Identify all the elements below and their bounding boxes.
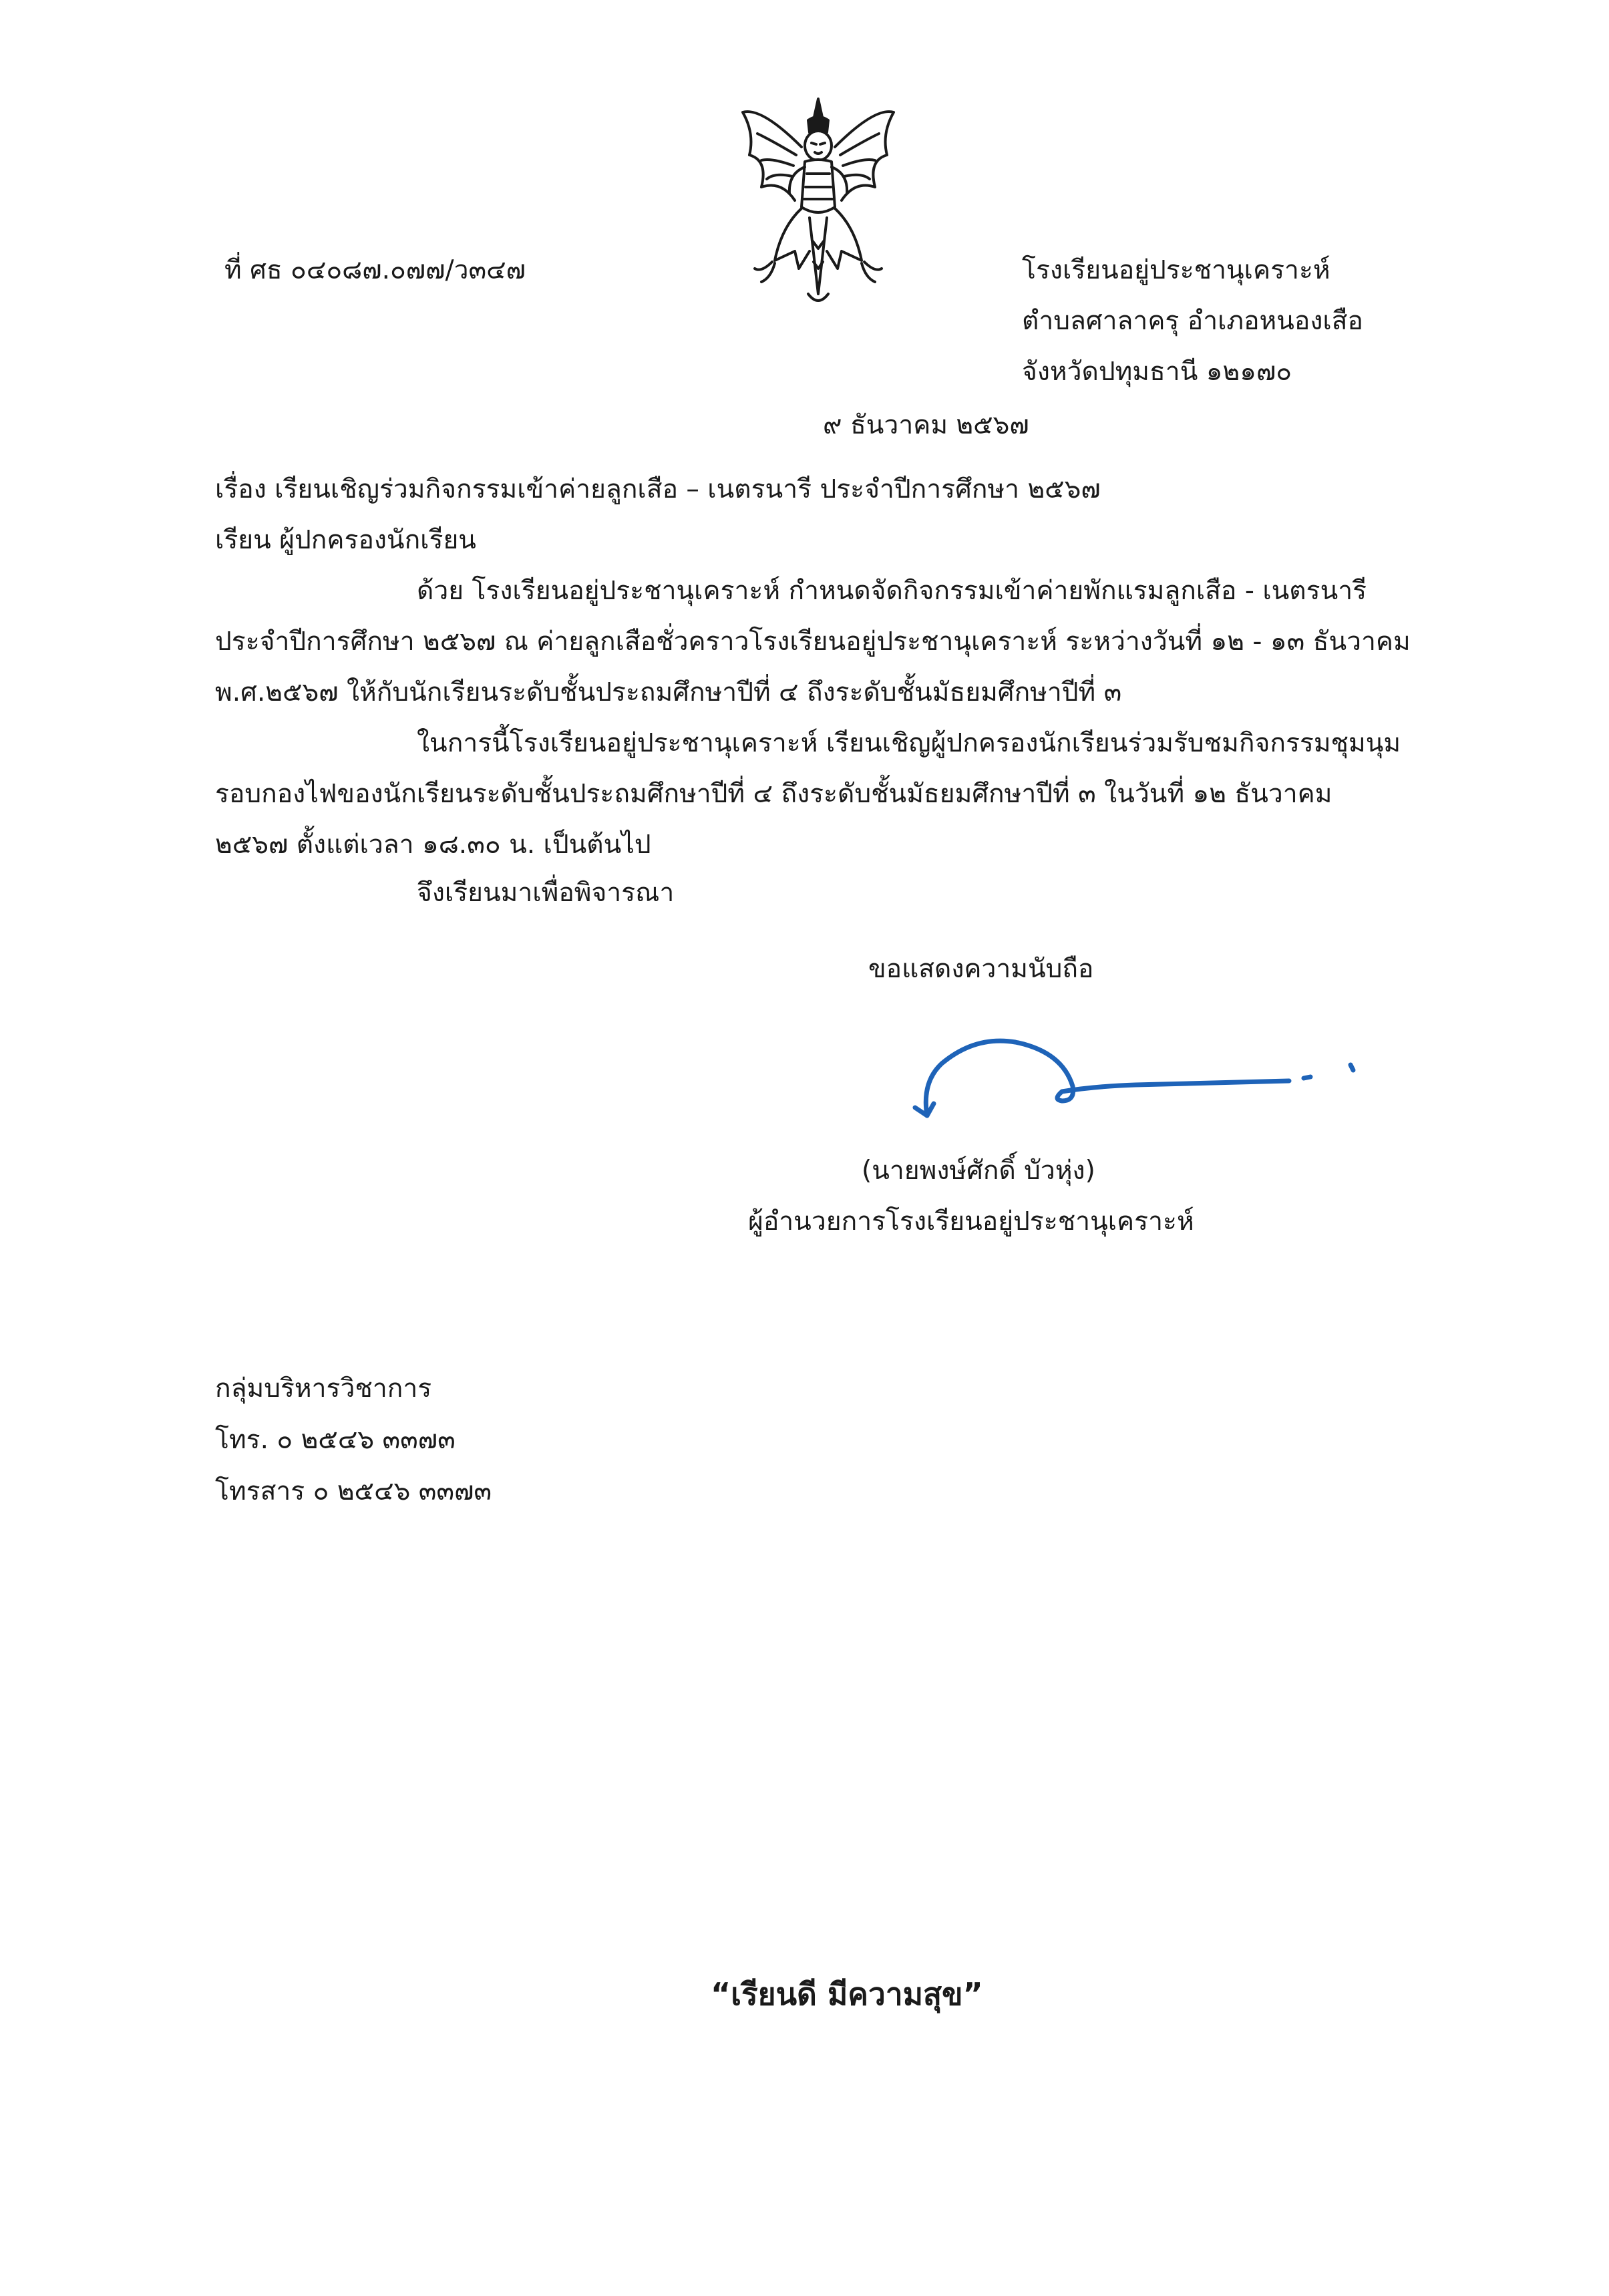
signer-position: ผู้อำนวยการโรงเรียนอยู่ประชานุเคราะห์ [748, 1206, 1194, 1237]
phone-number: โทร. ๐ ๒๕๔๖ ๓๓๗๓ [215, 1425, 456, 1455]
body-paragraph-2-line-1: ในการนี้โรงเรียนอยู่ประชานุเคราะห์ เรียนเชิญผู้ปกครองนักเรียนร่วมรับชมกิจกรรมชุมนุม [417, 728, 1401, 758]
letter-recipient: เรียน ผู้ปกครองนักเรียน [215, 525, 476, 555]
body-paragraph-1-line-3: พ.ศ.๒๕๖๗ ให้กับนักเรียนระดับชั้นประถมศึกษาปีที่ ๔ ถึงระดับชั้นมัธยมศึกษาปีที่ ๓ [215, 677, 1122, 707]
body-paragraph-2-line-3: ๒๕๖๗ ตั้งแต่เวลา ๑๘.๓๐ น. เป็นต้นไป [215, 830, 651, 860]
signer-name: (นายพงษ์ศักดิ์ บัวหุ่ง) [862, 1156, 1095, 1186]
school-motto: “เรียนดี มีความสุข” [711, 1976, 983, 2012]
closing-request: จึงเรียนมาเพื่อพิจารณา [417, 878, 675, 908]
letter-subject: เรื่อง เรียนเชิญร่วมกิจกรรมเข้าค่ายลูกเสือ – เนตรนารี ประจำปีการศึกษา ๒๕๖๗ [215, 474, 1101, 504]
regards-line: ขอแสดงความนับถือ [868, 954, 1094, 984]
sender-subdistrict-district: ตำบลศาลาครุ อำเภอหนองเสือ [1022, 306, 1363, 336]
reference-number: ที่ ศธ ๐๔๐๘๗.๐๗๗/ว๓๔๗ [224, 255, 526, 285]
sender-school-name: โรงเรียนอยู่ประชานุเคราะห์ [1022, 255, 1330, 285]
sender-province-postcode: จังหวัดปทุมธานี ๑๒๑๗๐ [1022, 357, 1292, 387]
department-name: กลุ่มบริหารวิชาการ [215, 1373, 432, 1404]
fax-number: โทรสาร ๐ ๒๕๔๖ ๓๓๗๓ [215, 1476, 492, 1506]
letter-date: ๙ ธันวาคม ๒๕๖๗ [823, 410, 1029, 440]
handwritten-signature [895, 1022, 1376, 1142]
garuda-emblem-icon [735, 94, 902, 314]
body-paragraph-1-line-2: ประจำปีการศึกษา ๒๕๖๗ ณ ค่ายลูกเสือชั่วคราวโรงเรียนอยู่ประชานุเคราะห์ ระหว่างวันที่ ๑๒ - ๑๓ ธันวาคม [215, 627, 1411, 657]
body-paragraph-2-line-2: รอบกองไฟของนักเรียนระดับชั้นประถมศึกษาปีที่ ๔ ถึงระดับชั้นมัธยมศึกษาปีที่ ๓ ในวันที่ ๑๒ ธันวาคม [215, 779, 1332, 809]
body-paragraph-1-line-1: ด้วย โรงเรียนอยู่ประชานุเคราะห์ กำหนดจัดกิจกรรมเข้าค่ายพักแรมลูกเสือ - เนตรนารี [417, 576, 1367, 606]
